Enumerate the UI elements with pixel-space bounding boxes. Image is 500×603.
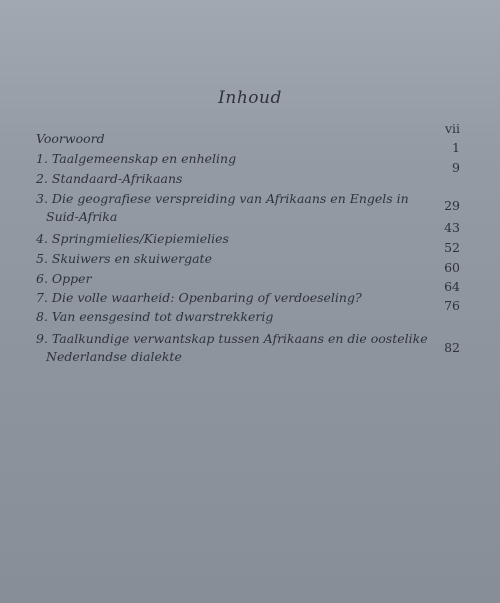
entry-title: Die volle waarheid: Openbaring of verdoeseling? [51,290,362,305]
entry-title: Taalkundige verwantskap tussen Afrikaans en die oostelike [51,331,428,346]
toc-entry-4 [36,231,229,247]
page-number: 1 [452,140,460,155]
entry-title-continuation: Nederlandse dialekte [46,349,182,364]
entry-title: Opper [51,271,92,286]
entry-title-continuation: Suid-Afrika [46,209,118,224]
toc-entry-5 [36,251,212,267]
page-number: 60 [444,260,460,275]
entry-number: 1. [36,151,48,166]
entry-number: 5. [36,251,48,266]
entry-title: Springmielies/Kiepiemielies [51,231,229,246]
toc-entry-2 [36,171,182,187]
entry-title: Standaard-Afrikaans [51,171,183,186]
toc-entry-9 [36,330,428,366]
page-number: 82 [444,340,460,355]
toc-entry-6 [36,271,92,287]
entry-number: 8. [36,309,48,324]
page-number: 29 [444,198,460,213]
entry-title: Skuiwers en skuiwergate [51,251,212,266]
entry-number: 6. [36,271,48,286]
page-number: 76 [444,298,460,313]
entry-title: Die geografiese verspreiding van Afrikaans en Engels in [51,191,409,206]
entry-number: 9. [36,331,48,346]
toc-entry-8 [36,309,273,325]
entry-title: Voorwoord [36,131,105,146]
entry-number: 2. [36,171,48,186]
entry-number: 4. [36,231,48,246]
toc-entry-voorwoord [36,131,105,147]
entry-number: 7. [36,290,48,305]
page-number: 43 [444,220,460,235]
page-number: 9 [452,160,460,175]
toc-entry-1 [36,151,236,167]
toc-entry-7 [36,290,362,306]
page-number: vii [444,121,460,136]
page-title: Inhoud [218,88,282,108]
page-number: 64 [444,279,460,294]
entry-title: Van eensgesind tot dwarstrekkerig [51,309,274,324]
entry-number: 3. [36,191,48,206]
page-number: 52 [444,240,460,255]
entry-title: Taalgemeenskap en enheling [51,151,237,166]
toc-entry-3 [36,190,409,226]
